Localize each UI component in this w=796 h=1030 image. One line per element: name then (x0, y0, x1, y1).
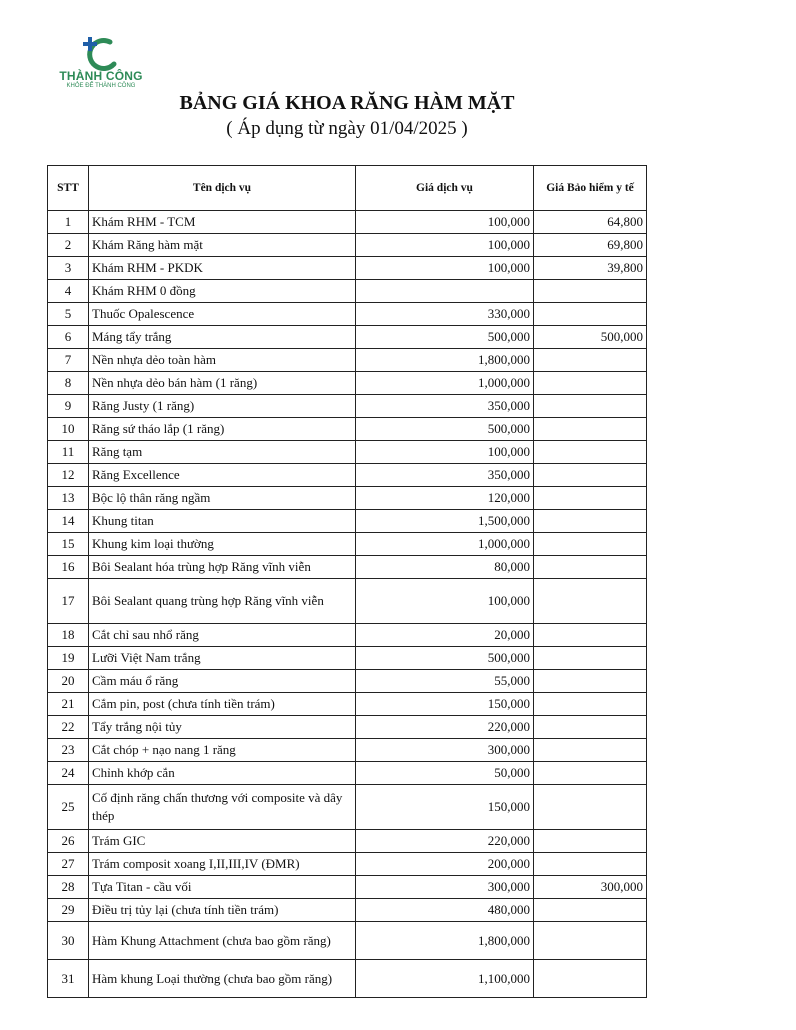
page-title: BẢNG GIÁ KHOA RĂNG HÀM MẶT (179, 92, 515, 114)
stt-cell: 19 (48, 647, 89, 670)
table-row (48, 624, 647, 647)
table-row (48, 693, 647, 716)
price-cell: 80,000 (356, 556, 534, 579)
table-row (48, 960, 647, 998)
table-row (48, 326, 647, 349)
insurance-price-cell (534, 830, 647, 853)
insurance-price-cell: 500,000 (534, 326, 647, 349)
price-cell: 220,000 (356, 716, 534, 739)
service-name-cell: Cố định răng chấn thương với composite và dây thép (89, 785, 356, 830)
stt-cell: 13 (48, 487, 89, 510)
insurance-price-cell: 64,800 (534, 211, 647, 234)
table-row (48, 853, 647, 876)
stt-cell: 3 (48, 257, 89, 280)
service-name-cell: Răng Excellence (89, 464, 356, 487)
stt-cell: 22 (48, 716, 89, 739)
service-name-cell: Nền nhựa dẻo bán hàm (1 răng) (89, 372, 356, 395)
service-name-cell: Nền nhựa dẻo toàn hàm (89, 349, 356, 372)
stt-cell: 20 (48, 670, 89, 693)
insurance-price-cell (534, 579, 647, 624)
price-cell: 150,000 (356, 693, 534, 716)
price-cell: 330,000 (356, 303, 534, 326)
insurance-price-cell (534, 647, 647, 670)
stt-cell: 11 (48, 441, 89, 464)
insurance-price-cell: 39,800 (534, 257, 647, 280)
stt-cell: 18 (48, 624, 89, 647)
price-cell: 1,800,000 (356, 922, 534, 960)
service-name-cell: Hàm khung Loại thường (chưa bao gồm răng) (89, 960, 356, 998)
table-row (48, 785, 647, 830)
header-stt: STT (48, 166, 89, 211)
stt-cell: 28 (48, 876, 89, 899)
stt-cell: 26 (48, 830, 89, 853)
table-row (48, 441, 647, 464)
stt-cell: 14 (48, 510, 89, 533)
price-cell: 200,000 (356, 853, 534, 876)
stt-cell: 27 (48, 853, 89, 876)
table-row (48, 899, 647, 922)
stt-cell: 12 (48, 464, 89, 487)
service-name-cell: Khám RHM - TCM (89, 211, 356, 234)
insurance-price-cell (534, 693, 647, 716)
price-table (47, 165, 647, 998)
price-cell: 300,000 (356, 739, 534, 762)
stt-cell: 8 (48, 372, 89, 395)
stt-cell: 7 (48, 349, 89, 372)
table-row (48, 464, 647, 487)
service-name-cell: Cầm máu ổ răng (89, 670, 356, 693)
service-name-cell: Khám RHM - PKDK (89, 257, 356, 280)
price-cell: 350,000 (356, 464, 534, 487)
stt-cell: 25 (48, 785, 89, 830)
price-cell: 350,000 (356, 395, 534, 418)
price-cell: 1,000,000 (356, 372, 534, 395)
stt-cell: 29 (48, 899, 89, 922)
table-row (48, 257, 647, 280)
page-subtitle: ( Áp dụng từ ngày 01/04/2025 ) (226, 118, 468, 139)
price-cell: 100,000 (356, 211, 534, 234)
insurance-price-cell (534, 716, 647, 739)
insurance-price-cell (534, 960, 647, 998)
price-cell: 50,000 (356, 762, 534, 785)
price-cell: 300,000 (356, 876, 534, 899)
service-name-cell: Khám Răng hàm mặt (89, 234, 356, 257)
table-row (48, 579, 647, 624)
service-name-cell: Khung titan (89, 510, 356, 533)
table-row (48, 349, 647, 372)
service-name-cell: Tẩy trắng nội tủy (89, 716, 356, 739)
price-cell: 500,000 (356, 647, 534, 670)
stt-cell: 9 (48, 395, 89, 418)
price-cell: 100,000 (356, 579, 534, 624)
service-name-cell: Răng tạm (89, 441, 356, 464)
insurance-price-cell (534, 556, 647, 579)
insurance-price-cell (534, 280, 647, 303)
price-cell: 1,800,000 (356, 349, 534, 372)
stt-cell: 4 (48, 280, 89, 303)
service-name-cell: Lưỡi Việt Nam trắng (89, 647, 356, 670)
table-row (48, 716, 647, 739)
table-row (48, 487, 647, 510)
service-name-cell: Cắt chỉ sau nhổ răng (89, 624, 356, 647)
insurance-price-cell (534, 372, 647, 395)
stt-cell: 31 (48, 960, 89, 998)
price-cell: 1,500,000 (356, 510, 534, 533)
stt-cell: 24 (48, 762, 89, 785)
insurance-price-cell (534, 899, 647, 922)
service-name-cell: Cắm pin, post (chưa tính tiền trám) (89, 693, 356, 716)
table-row (48, 647, 647, 670)
header-service-price: Giá dịch vụ (356, 166, 534, 211)
price-cell (356, 280, 534, 303)
insurance-price-cell (534, 349, 647, 372)
stt-cell: 10 (48, 418, 89, 441)
price-cell: 220,000 (356, 830, 534, 853)
service-name-cell: Tựa Titan - cầu vối (89, 876, 356, 899)
table-row (48, 830, 647, 853)
price-cell: 120,000 (356, 487, 534, 510)
insurance-price-cell: 69,800 (534, 234, 647, 257)
table-row (48, 234, 647, 257)
table-row (48, 395, 647, 418)
insurance-price-cell (534, 624, 647, 647)
insurance-price-cell (534, 670, 647, 693)
insurance-price-cell (534, 441, 647, 464)
table-row (48, 372, 647, 395)
service-name-cell: Hàm Khung Attachment (chưa bao gồm răng) (89, 922, 356, 960)
stt-cell: 1 (48, 211, 89, 234)
price-cell: 100,000 (356, 441, 534, 464)
logo-tagline: KHỎE ĐỂ THÀNH CÔNG (66, 83, 136, 89)
service-name-cell: Khám RHM 0 đồng (89, 280, 356, 303)
price-cell: 100,000 (356, 257, 534, 280)
header-service-name: Tên dịch vụ (89, 166, 356, 211)
price-cell: 480,000 (356, 899, 534, 922)
service-name-cell: Trám GIC (89, 830, 356, 853)
table-row (48, 556, 647, 579)
insurance-price-cell (534, 395, 647, 418)
stt-cell: 30 (48, 922, 89, 960)
insurance-price-cell (534, 762, 647, 785)
service-name-cell: Cắt chóp + nạo nang 1 răng (89, 739, 356, 762)
service-name-cell: Bộc lộ thân răng ngầm (89, 487, 356, 510)
price-cell: 20,000 (356, 624, 534, 647)
stt-cell: 16 (48, 556, 89, 579)
service-name-cell: Bôi Sealant hóa trùng hợp Răng vĩnh viễn (89, 556, 356, 579)
insurance-price-cell (534, 418, 647, 441)
insurance-price-cell (534, 487, 647, 510)
header-insurance-price: Giá Bảo hiểm y tế (534, 166, 647, 211)
table-header-row (48, 166, 647, 211)
price-cell: 150,000 (356, 785, 534, 830)
table-row (48, 303, 647, 326)
price-cell: 1,100,000 (356, 960, 534, 998)
price-cell: 100,000 (356, 234, 534, 257)
service-name-cell: Răng Justy (1 răng) (89, 395, 356, 418)
table-row (48, 510, 647, 533)
insurance-price-cell (534, 853, 647, 876)
table-row (48, 876, 647, 899)
insurance-price-cell (534, 533, 647, 556)
insurance-price-cell (534, 739, 647, 762)
price-cell: 500,000 (356, 418, 534, 441)
stt-cell: 6 (48, 326, 89, 349)
stt-cell: 5 (48, 303, 89, 326)
table-row (48, 739, 647, 762)
table-row (48, 418, 647, 441)
insurance-price-cell (534, 785, 647, 830)
table-row (48, 670, 647, 693)
insurance-price-cell: 300,000 (534, 876, 647, 899)
stt-cell: 2 (48, 234, 89, 257)
service-name-cell: Máng tẩy trắng (89, 326, 356, 349)
insurance-price-cell (534, 303, 647, 326)
price-cell: 1,000,000 (356, 533, 534, 556)
stt-cell: 23 (48, 739, 89, 762)
service-name-cell: Chỉnh khớp cắn (89, 762, 356, 785)
stt-cell: 21 (48, 693, 89, 716)
insurance-price-cell (534, 510, 647, 533)
stt-cell: 15 (48, 533, 89, 556)
table-row (48, 280, 647, 303)
insurance-price-cell (534, 922, 647, 960)
stt-cell: 17 (48, 579, 89, 624)
service-name-cell: Điều trị tủy lại (chưa tính tiền trám) (89, 899, 356, 922)
table-row (48, 211, 647, 234)
service-name-cell: Trám composit xoang I,II,III,IV (ĐMR) (89, 853, 356, 876)
price-cell: 500,000 (356, 326, 534, 349)
service-name-cell: Răng sứ tháo lắp (1 răng) (89, 418, 356, 441)
service-name-cell: Bôi Sealant quang trùng hợp Răng vĩnh viễn (89, 579, 356, 624)
table-row (48, 533, 647, 556)
service-name-cell: Khung kim loại thường (89, 533, 356, 556)
table-row (48, 922, 647, 960)
logo-brand: THÀNH CÔNG (59, 69, 143, 83)
insurance-price-cell (534, 464, 647, 487)
service-name-cell: Thuốc Opalescence (89, 303, 356, 326)
price-cell: 55,000 (356, 670, 534, 693)
table-row (48, 762, 647, 785)
